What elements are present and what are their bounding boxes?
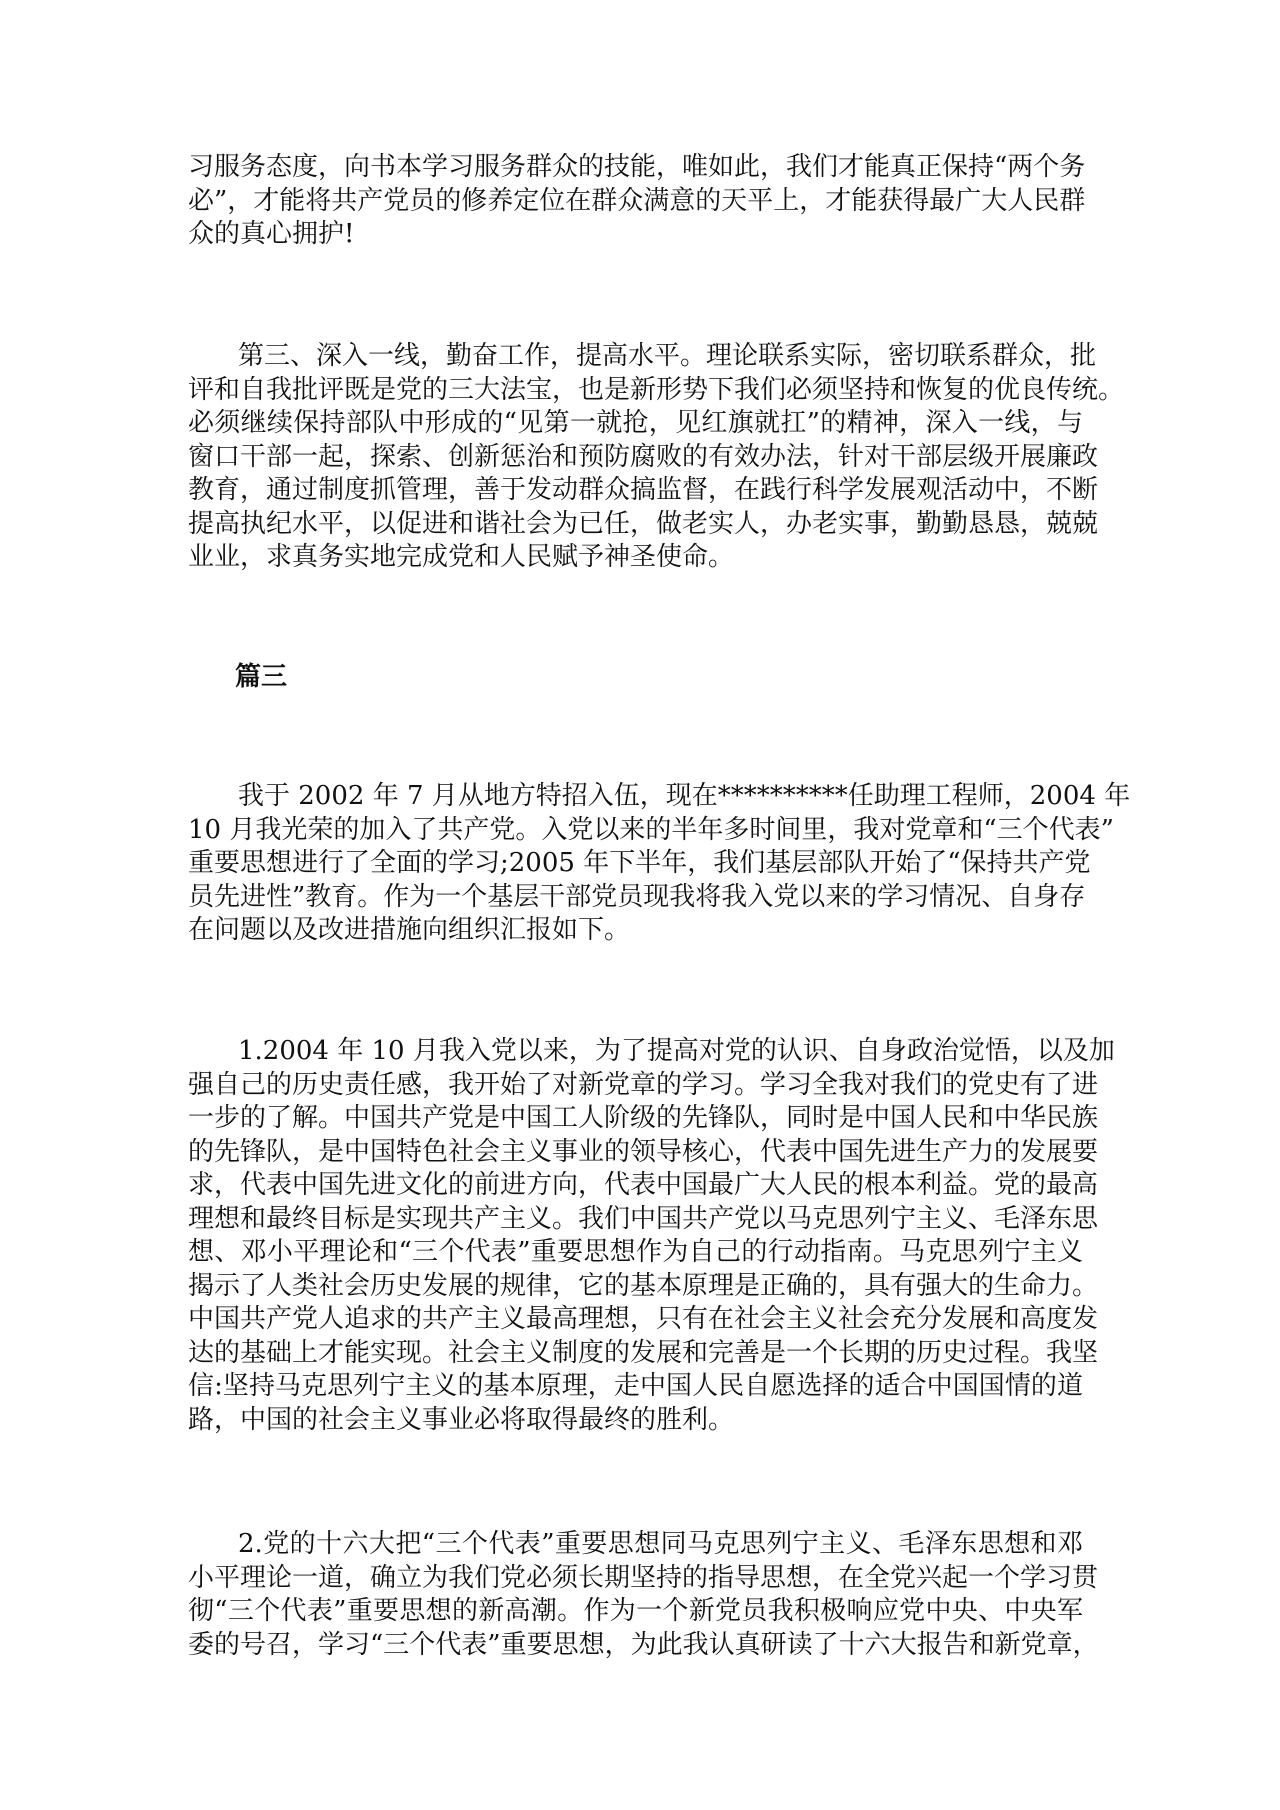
paragraph-introduction: [188, 780, 1131, 948]
text-line: 10 月我光荣的加入了共产党。入党以来的半年多时间里，我对党章和“三个代表”: [188, 814, 1114, 845]
text-line: 我于 2002 年 7 月从地方特招入伍，现在**********任助理工程师，2004 年: [238, 781, 1131, 811]
text-line: 信:坚持马克思列宁主义的基本原理，走中国人民自愿选择的适合中国国情的道: [188, 1371, 1083, 1401]
text-line: 必”，才能将共产党员的修养定位在群众满意的天平上，才能获得最广大人民群: [188, 185, 1086, 216]
text-line: 求，代表中国先进文化的前进方向，代表中国最广大人民的根本利益。党的最高: [188, 1170, 1099, 1200]
paragraph-service-attitude: [188, 151, 1086, 252]
text-line: 评和自我批评既是党的三大法宝，也是新形势下我们必须坚持和恢复的优良传统。: [188, 374, 1125, 405]
text-line: 揭示了人类社会历史发展的规律，它的基本原理是正确的，具有强大的生命力。: [188, 1270, 1099, 1301]
text-line: 提高执纪水平，以促进和谐社会为已任，做老实人，办老实事，勤勤恳恳，兢兢: [188, 508, 1099, 539]
text-line: 中国共产党人追求的共产主义最高理想，只有在社会主义社会充分发展和高度发: [188, 1304, 1099, 1334]
text-line: 理想和最终目标是实现共产主义。我们中国共产党以马克思列宁主义、毛泽东思: [188, 1203, 1099, 1234]
section-heading: 篇三: [235, 662, 288, 692]
text-line: 彻“三个代表”重要思想的新高潮。作为一个新党员我积极响应党中央、中央军: [188, 1596, 1083, 1626]
text-line: 习服务态度，向书本学习服务群众的技能，唯如此，我们才能真正保持“两个务: [188, 152, 1086, 182]
text-line: 达的基础上才能实现。社会主义制度的发展和完善是一个长期的历史过程。我坚: [188, 1337, 1099, 1368]
text-line: 一步的了解。中国共产党是中国工人阶级的先锋队，同时是中国人民和中华民族: [188, 1103, 1099, 1133]
text-line: 业业，求真务实地完成党和人民赋予神圣使命。: [188, 542, 735, 572]
text-line: 教育，通过制度抓管理，善于发动群众搞监督，在践行科学发展观活动中，不断: [188, 475, 1099, 505]
text-line: 小平理论一道，确立为我们党必须长期坚持的指导思想，在全党兴起一个学习贯: [188, 1562, 1099, 1593]
text-line: 路，中国的社会主义事业必将取得最终的胜利。: [188, 1404, 735, 1435]
paragraph-third-point: [188, 340, 1125, 575]
text-line: 必须继续保持部队中形成的“见第一就抢，见红旗就扛”的精神，深入一线，与: [188, 408, 1083, 438]
text-line: 窗口干部一起，探索、创新惩治和预防腐败的有效办法，针对干部层级开展廉政: [188, 441, 1099, 472]
paragraph-point-1: [188, 1035, 1115, 1437]
text-line: 第三、深入一线，勤奋工作，提高水平。理论联系实际，密切联系群众，批: [238, 341, 1097, 371]
paragraph-point-2: [188, 1528, 1099, 1662]
text-line: 的先锋队，是中国特色社会主义事业的领导核心，代表中国先进生产力的发展要: [188, 1136, 1099, 1167]
text-line: 重要思想进行了全面的学习;2005 年下半年，我们基层部队开始了“保持共产党: [188, 848, 1091, 878]
text-line: 1.2004 年 10 月我入党以来，为了提高对党的认识、自身政治觉悟，以及加: [238, 1036, 1115, 1066]
text-line: 想、邓小平理论和“三个代表”重要思想作为自己的行动指南。马克思列宁主义: [188, 1237, 1083, 1267]
text-line: 2.党的十六大把“三个代表”重要思想同马克思列宁主义、毛泽东思想和邓: [238, 1529, 1083, 1559]
text-line: 在问题以及改进措施向组织汇报如下。: [188, 915, 631, 945]
text-line: 委的号召，学习“三个代表”重要思想，为此我认真研读了十六大报告和新党章，: [188, 1629, 1099, 1660]
text-line: 众的真心拥护!: [188, 219, 355, 249]
text-line: 员先进性”教育。作为一个基层干部党员现我将我入党以来的学习情况、自身存: [188, 881, 1086, 912]
text-line: 强自己的历史责任感，我开始了对新党章的学习。学习全我对我们的党史有了进: [188, 1069, 1099, 1100]
